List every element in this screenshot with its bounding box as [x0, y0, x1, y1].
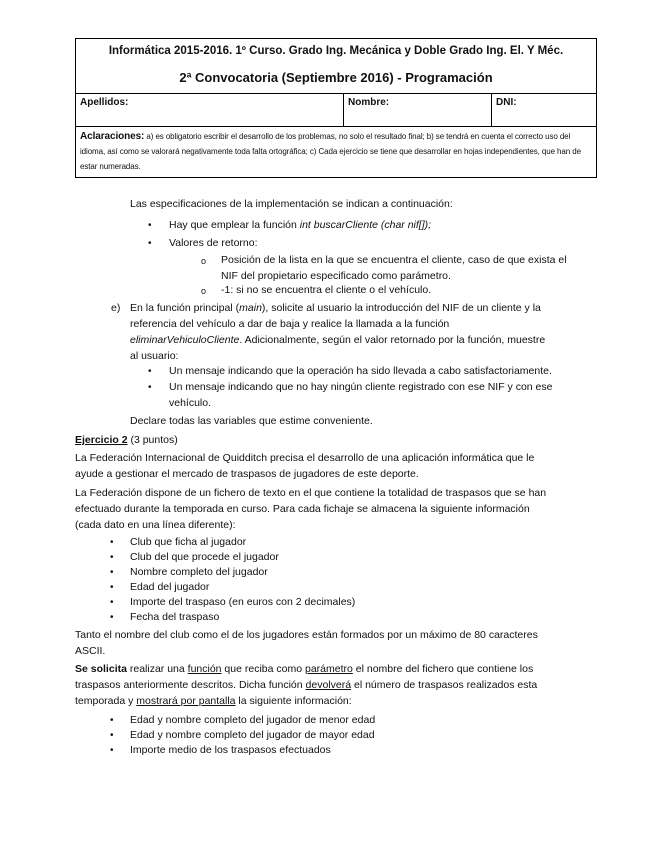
bullet: • [110, 715, 114, 726]
header-title-exam: 2ª Convocatoria (Septiembre 2016) - Programación [76, 65, 596, 94]
exercise-2-heading [75, 433, 178, 448]
spec-intro: Las especificaciones de la implementación se indican a continuación: [130, 198, 453, 210]
devolvera-word: devolverá [305, 679, 352, 691]
item-e-line4: al usuario: [130, 350, 179, 362]
ej2-p3-line1: Tanto el nombre del club como el de los jugadores están formados por un máximo de 80 caracteres [75, 629, 538, 641]
ej2-p1-line2: ayude a gestionar el mercado de traspasos de jugadores de este deporte. [75, 468, 419, 480]
message-not-found-line2: vehículo. [169, 397, 212, 409]
data-item: Edad del jugador [130, 581, 210, 593]
exercise-2-title: Ejercicio 2 [75, 434, 128, 446]
ej2-p2-line2: efectuado durante la temporada en curso. Para cada fichaje se almacena la siguiente información [75, 503, 530, 515]
bullet: • [148, 220, 152, 231]
item-e-line2: referencia del vehículo a dar de baja y realice la llamada a la función [130, 318, 450, 330]
aclaraciones [76, 127, 596, 177]
item-e-line1-pre: En la función principal ( [130, 302, 240, 314]
bullet: • [110, 730, 114, 741]
bullet: • [110, 612, 114, 623]
function-signature: int buscarCliente (char nif[]); [299, 219, 432, 231]
item-e-label: e) [111, 302, 121, 314]
nombre-field: Nombre: [344, 94, 492, 126]
main-code: main [239, 302, 262, 314]
spec-bullet-function-text: Hay que emplear la función [169, 219, 300, 231]
declare-variables: Declare todas las variables que estime conveniente. [130, 415, 373, 427]
data-item: Importe del traspaso (en euros con 2 decimales) [130, 596, 356, 608]
item-e-line3 [130, 333, 545, 348]
exercise-2-points: (3 puntos) [127, 434, 178, 446]
return-value-1-line2: NIF del propietario especificado como parámetro. [221, 270, 451, 282]
text-run: el nombre del fichero que contiene los [352, 663, 534, 675]
bullet: • [110, 582, 114, 593]
funcion-word: función [187, 663, 222, 675]
text-run: el número de traspasos realizados esta [351, 679, 538, 691]
return-value-1-line1: Posición de la lista en la que se encuentra el cliente, caso de que exista el [221, 254, 567, 266]
output-item: Importe medio de los traspasos efectuados [130, 744, 331, 756]
se-solicita: Se solicita [75, 663, 127, 675]
output-item: Edad y nombre completo del jugador de menor edad [130, 714, 376, 726]
bullet: • [110, 597, 114, 608]
bullet: • [110, 537, 114, 548]
spec-bullet-function [169, 218, 431, 233]
text-run: temporada y [75, 695, 137, 707]
ej2-p2-line3: (cada dato en una línea diferente): [75, 519, 236, 531]
ej2-solicita-line1 [75, 662, 533, 677]
ej2-solicita-line3 [75, 694, 352, 709]
eliminar-code: eliminarVehiculoCliente [130, 334, 240, 346]
text-run: realizar una [126, 663, 188, 675]
data-item: Club del que procede el jugador [130, 551, 279, 563]
circle-bullet: o [201, 286, 207, 296]
ej2-p2-line1: La Federación dispone de un fichero de texto en el que contiene la totalidad de traspasos que se han [75, 487, 547, 499]
parametro-word: parámetro [304, 663, 353, 675]
bullet: • [110, 552, 114, 563]
aclaraciones-text: a) es obligatorio escribir el desarrollo de los problemas, no solo el resultado final; b) se tendrá en cuenta el correcto uso del idioma, así como se valorará negativamente toda falta ortográfica; c) Cada ejercicio se tiene que desarrollar en hojas independientes, que han de estar numeradas. [80, 132, 581, 171]
circle-bullet: o [201, 256, 207, 266]
text-run: que reciba como [221, 663, 305, 675]
bullet: • [148, 366, 152, 377]
ej2-p1-line1: La Federación Internacional de Quidditch precisa el desarrollo de una aplicación informática que le [75, 452, 535, 464]
message-not-found-line1: Un mensaje indicando que no hay ningún cliente registrado con ese NIF y con ese [169, 381, 553, 393]
text-run: traspasos anteriormente descritos. Dicha función [75, 679, 306, 691]
aclaraciones-label: Aclaraciones: [80, 131, 145, 142]
header-title-course: Informática 2015-2016. 1º Curso. Grado Ing. Mecánica y Doble Grado Ing. El. Y Méc. [108, 45, 564, 57]
student-info-row [76, 94, 596, 127]
mostrara-words: mostrará por pantalla [136, 695, 236, 707]
apellidos-field: Apellidos: [76, 94, 344, 126]
item-e-line1-post: ), solicite al usuario la introducción del NIF de un cliente y la [261, 302, 541, 314]
bullet: • [110, 567, 114, 578]
output-item: Edad y nombre completo del jugador de mayor edad [130, 729, 375, 741]
dni-field: DNI: [496, 97, 517, 108]
bullet: • [148, 238, 152, 249]
data-item: Nombre completo del jugador [130, 566, 268, 578]
exam-header-table [75, 38, 597, 178]
spec-bullet-return: Valores de retorno: [169, 237, 258, 249]
ej2-p3-line2: ASCII. [75, 645, 106, 657]
bullet: • [110, 745, 114, 756]
bullet: • [148, 382, 152, 393]
item-e-line1 [130, 301, 541, 316]
message-success: Un mensaje indicando que la operación ha sido llevada a cabo satisfactoriamente. [169, 365, 552, 377]
data-item: Club que ficha al jugador [130, 536, 247, 548]
data-item: Fecha del traspaso [130, 611, 220, 623]
return-value-2: -1: si no se encuentra el cliente o el vehículo. [221, 284, 432, 296]
item-e-line3-post: . Adicionalmente, según el valor retornado por la función, muestre [239, 334, 546, 346]
ej2-solicita-line2 [75, 678, 537, 693]
text-run: la siguiente información: [235, 695, 352, 707]
